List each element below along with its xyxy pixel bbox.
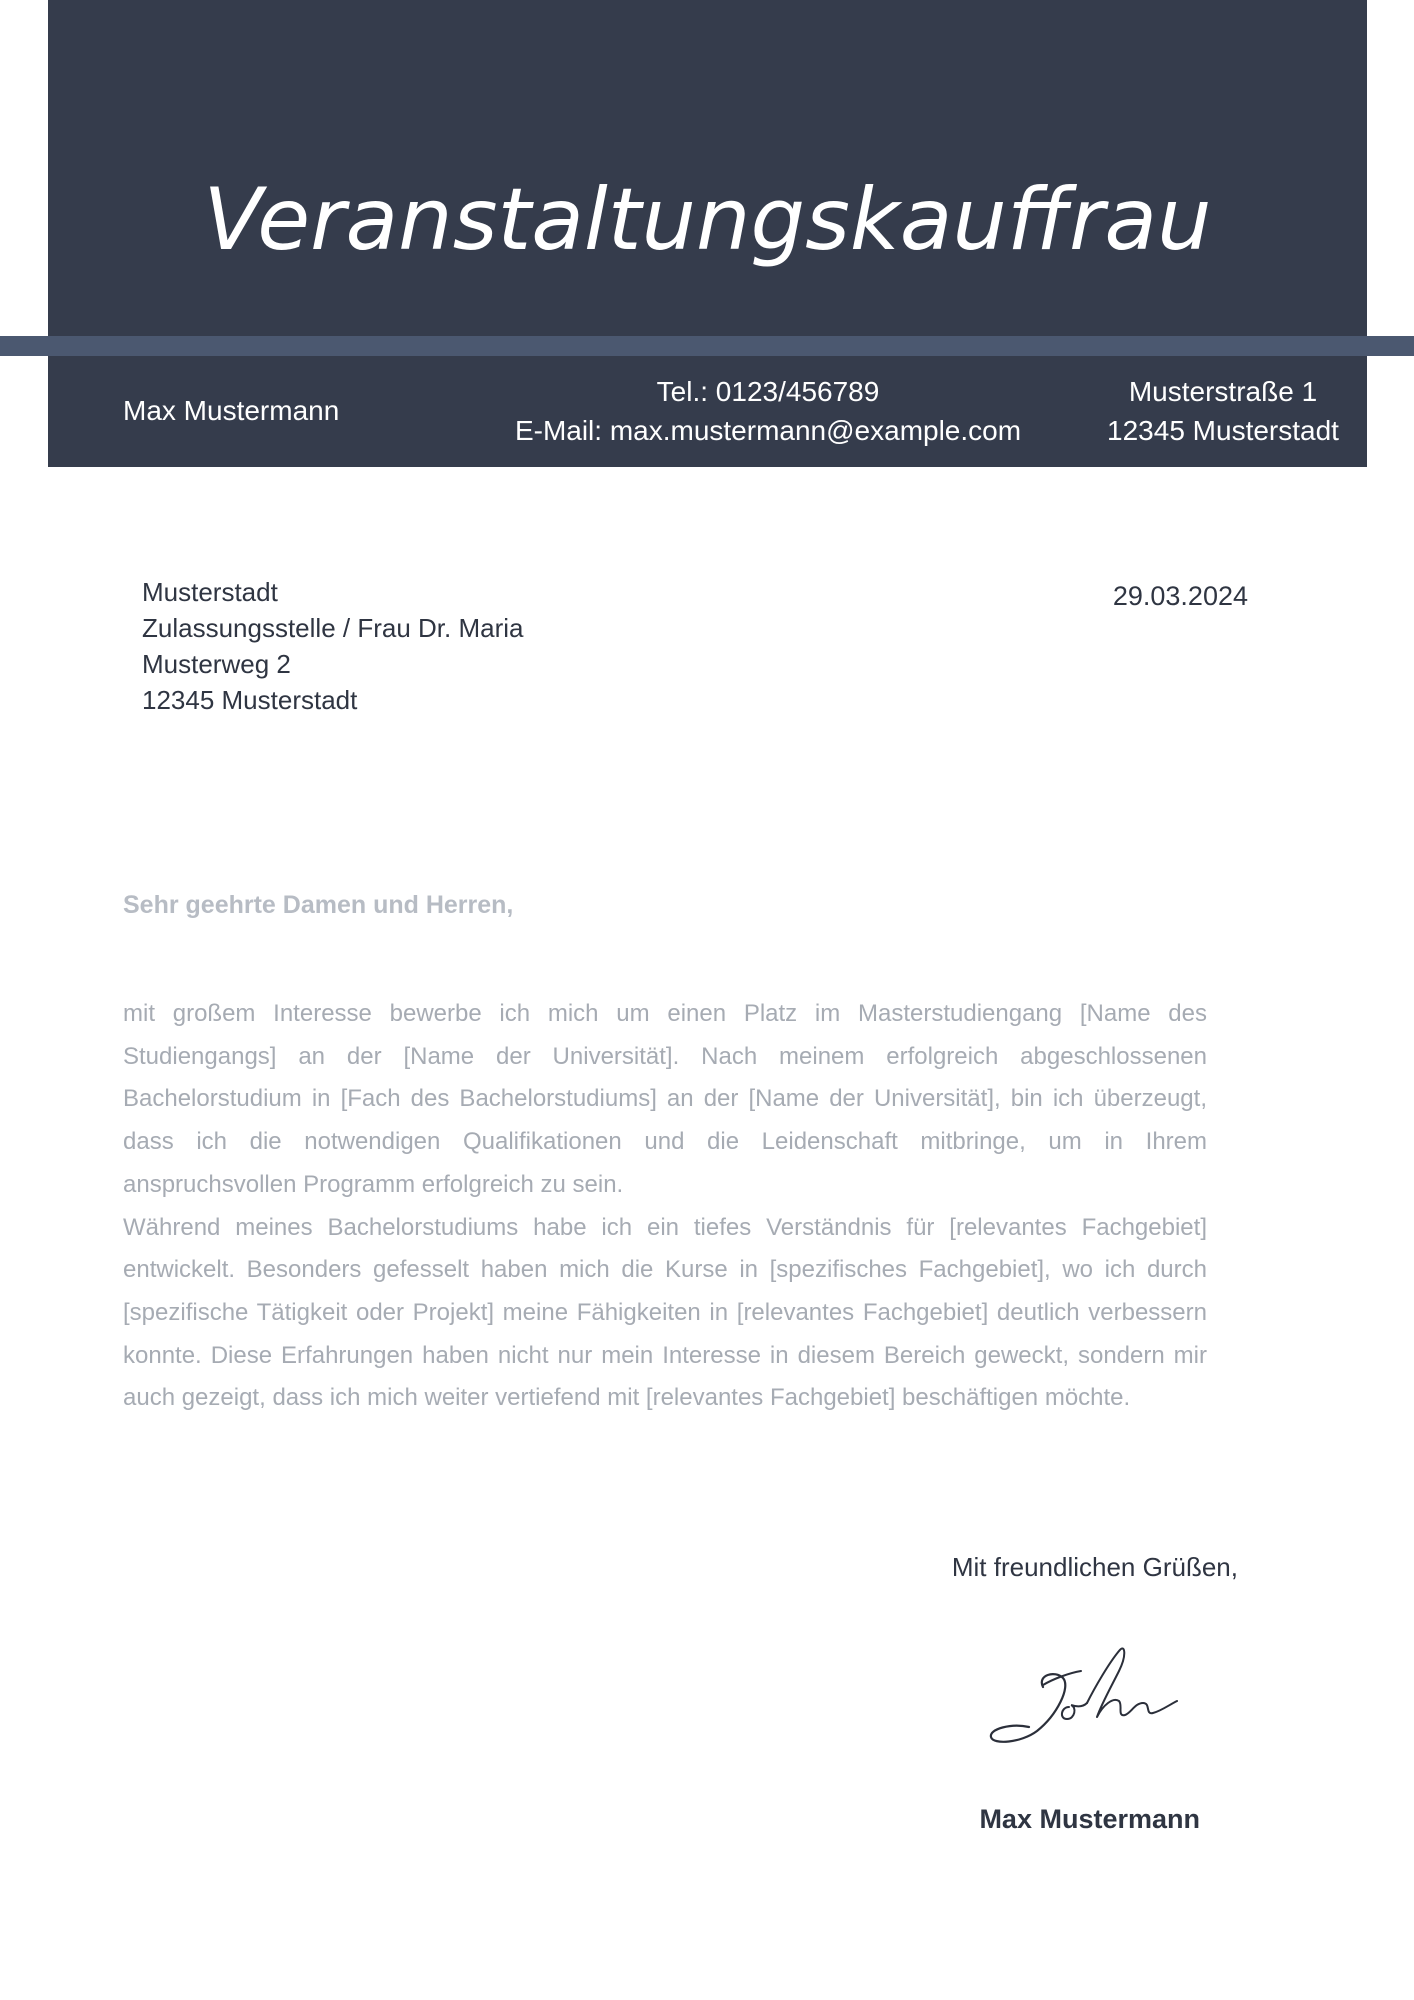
page-title: Veranstaltungskauffrau bbox=[203, 170, 1212, 270]
signature-name: Max Mustermann bbox=[979, 1804, 1200, 1834]
letter-body bbox=[123, 993, 1207, 1420]
recipient-line: Musterweg 2 bbox=[142, 649, 291, 679]
contact-bar bbox=[48, 356, 1367, 467]
sender-city: 12345 Musterstadt bbox=[1107, 415, 1339, 446]
recipient-line: 12345 Musterstadt bbox=[142, 685, 358, 715]
body-paragraph: Während meines Bachelorstudiums habe ich ein tiefes Verständnis für [relevantes Fachgebiet] entwickelt. Besonders gefesselt haben mich die Kurse in [spezifisches Fachgebiet], wo ich durch [spezifische Tätigkeit oder Projekt] meine Fähigkeiten in [relevantes Fachgebiet] deutlich verbessern konnte. Diese Erfahrungen haben nicht nur mein Interesse in diesem Bereich geweckt, sondern mir auch gezeigt, dass ich mich weiter vertiefend mit [relevantes Fachgebiet] beschäftigen möchte. bbox=[123, 1213, 1207, 1412]
recipient-address bbox=[142, 574, 523, 718]
recipient-line: Musterstadt bbox=[142, 577, 278, 607]
sender-phone: Tel.: 0123/456789 bbox=[656, 376, 880, 407]
sender-email: E-Mail: max.mustermann@example.com bbox=[514, 415, 1022, 446]
sender-address bbox=[1088, 372, 1358, 450]
closing-phrase: Mit freundlichen Grüßen, bbox=[951, 1552, 1238, 1582]
body-paragraph: mit großem Interesse bewerbe ich mich um einen Platz im Masterstudiengang [Name des Studiengangs] an der [Name der Universität]. Nach meinem erfolgreich abgeschlossenen Bachelorstudium in [Fach des Bachelorstudiums] an der [Name der Universität], bin ich überzeugt, dass ich die notwendigen Qualifikationen und die Leidenschaft mitbringe, um in Ihrem anspruchsvollen Programm erfolgreich zu sein. bbox=[123, 1000, 1207, 1198]
sender-contact bbox=[438, 372, 1098, 450]
sender-street: Musterstraße 1 bbox=[1128, 376, 1318, 407]
recipient-line: Zulassungsstelle / Frau Dr. Maria bbox=[142, 613, 524, 643]
sender-name: Max Mustermann bbox=[123, 395, 340, 426]
header-banner bbox=[48, 0, 1367, 336]
header-stripe bbox=[0, 336, 1414, 356]
salutation: Sehr geehrte Damen und Herren, bbox=[123, 891, 514, 919]
signature-image bbox=[985, 1645, 1185, 1755]
letter-date: 29.03.2024 bbox=[1112, 581, 1248, 611]
